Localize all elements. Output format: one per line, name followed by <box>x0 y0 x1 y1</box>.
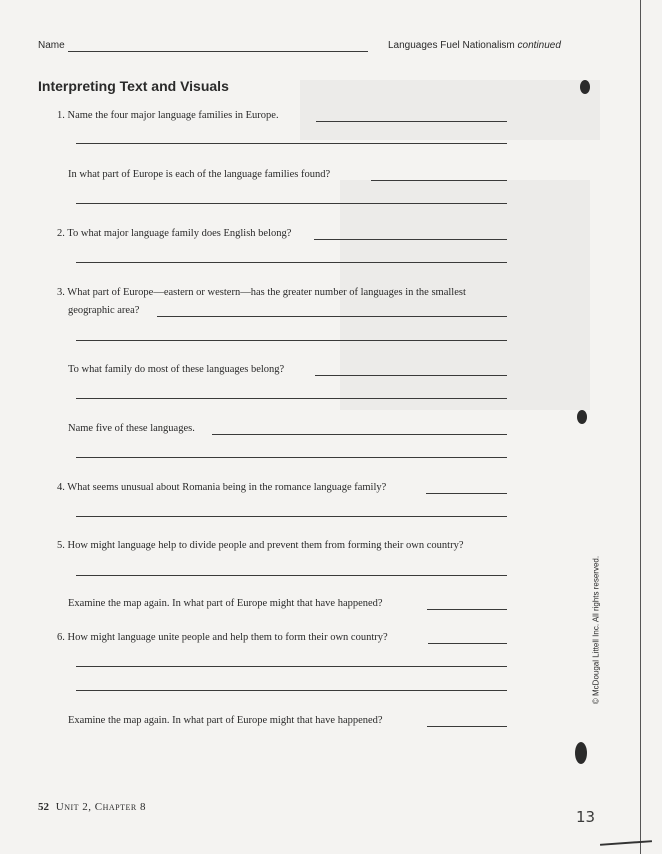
answer-line[interactable] <box>428 643 507 644</box>
answer-line[interactable] <box>76 690 507 691</box>
header-title <box>388 40 561 51</box>
section-title: Interpreting Text and Visuals <box>38 78 229 94</box>
answer-line[interactable] <box>76 575 507 576</box>
answer-line[interactable] <box>76 666 507 667</box>
answer-line[interactable] <box>426 493 507 494</box>
question-2: 2. To what major language family does English belong? <box>57 228 292 239</box>
answer-line[interactable] <box>212 434 507 435</box>
unit-chapter: Unit 2, Chapter 8 <box>55 801 146 813</box>
question-5b: Examine the map again. In what part of Europe might that have happened? <box>68 598 383 609</box>
answer-line[interactable] <box>76 340 507 341</box>
answer-line[interactable] <box>427 726 507 727</box>
copyright-notice: © McDougal Littell Inc. All rights reserved. <box>591 555 601 705</box>
page-edge-rule <box>640 0 641 854</box>
answer-line[interactable] <box>315 375 507 376</box>
binder-hole <box>577 410 587 424</box>
question-5: 5. How might language help to divide people and prevent them from forming their own country? <box>57 540 464 551</box>
show-through-block <box>300 80 600 140</box>
answer-line[interactable] <box>76 516 507 517</box>
answer-line[interactable] <box>371 180 507 181</box>
question-3-line2: geographic area? <box>68 305 140 316</box>
answer-line[interactable] <box>76 457 507 458</box>
question-3b: To what family do most of these languages belong? <box>68 364 285 375</box>
answer-line[interactable] <box>76 203 507 204</box>
question-3c: Name five of these languages. <box>68 423 195 434</box>
question-1: 1. Name the four major language families in Europe. <box>57 110 279 121</box>
answer-line[interactable] <box>157 316 507 317</box>
name-label: Name <box>38 40 65 51</box>
question-6: 6. How might language unite people and help them to form their own country? <box>57 632 388 643</box>
page-number: 52 <box>38 801 49 813</box>
answer-line[interactable] <box>76 143 507 144</box>
handwritten-page-number: 13 <box>576 808 596 826</box>
page-footer <box>38 801 146 813</box>
header-title-text: Languages Fuel Nationalism <box>388 40 515 51</box>
ink-mark <box>600 840 652 846</box>
answer-line[interactable] <box>314 239 507 240</box>
question-6b: Examine the map again. In what part of Europe might that have happened? <box>68 715 383 726</box>
question-1b: In what part of Europe is each of the language families found? <box>68 169 331 180</box>
binder-hole <box>575 742 587 764</box>
question-3-line1: 3. What part of Europe—eastern or western—has the greater number of languages in the smallest <box>57 287 466 298</box>
answer-line[interactable] <box>76 262 507 263</box>
header-continued: continued <box>517 40 561 51</box>
answer-line[interactable] <box>76 398 507 399</box>
name-field-line[interactable] <box>68 51 368 52</box>
question-4: 4. What seems unusual about Romania being in the romance language family? <box>57 482 387 493</box>
answer-line[interactable] <box>427 609 507 610</box>
answer-line[interactable] <box>316 121 507 122</box>
binder-hole <box>580 80 590 94</box>
